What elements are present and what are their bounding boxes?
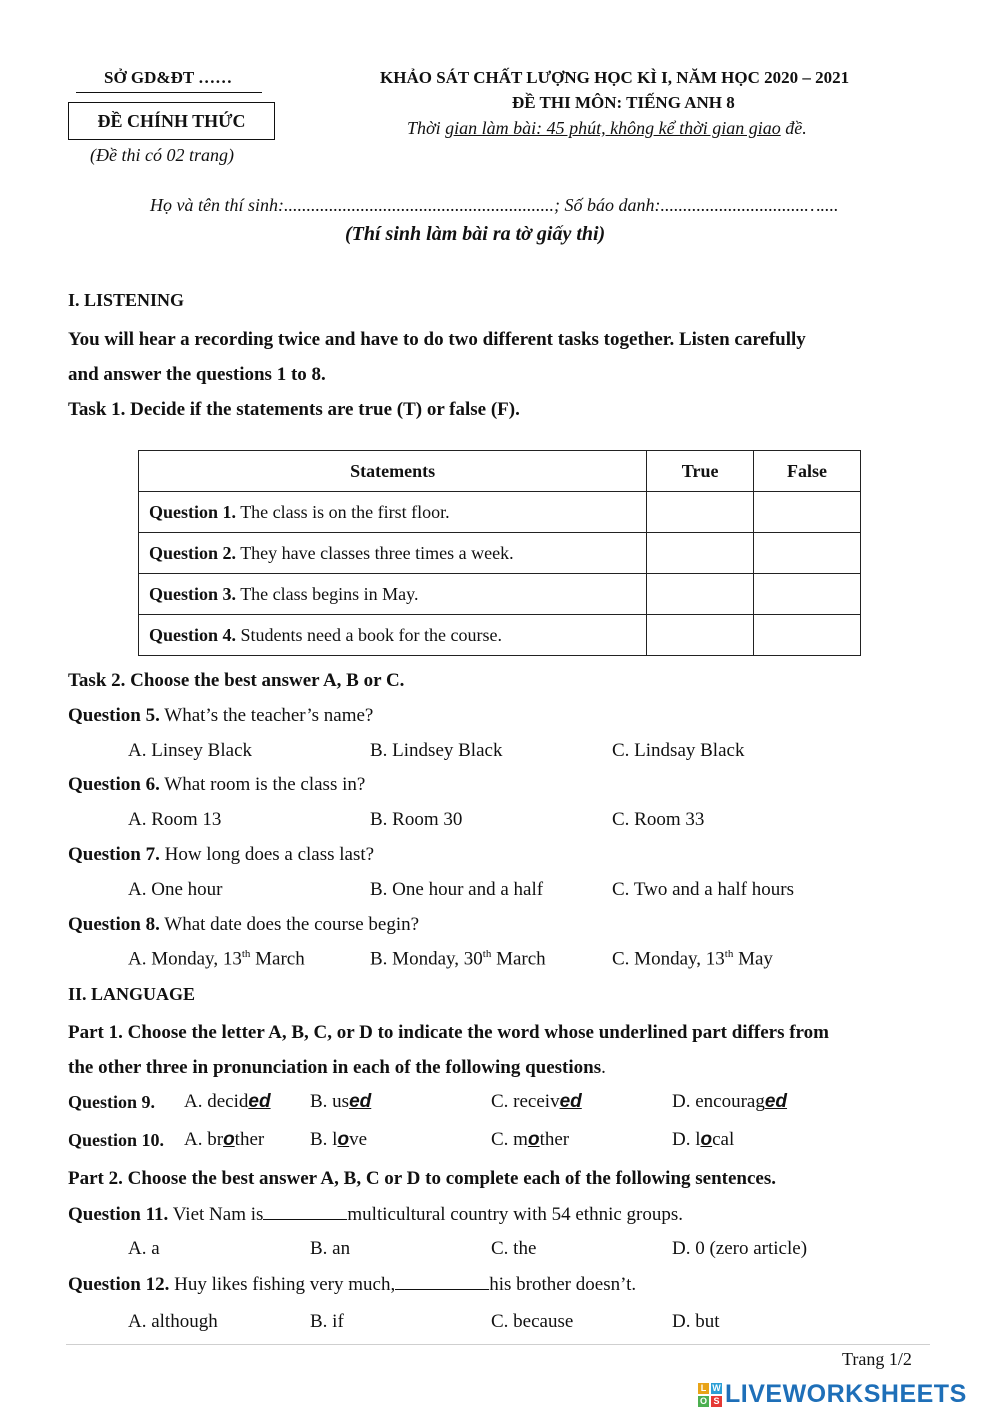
q12-option-b[interactable]: B. if [310, 1311, 344, 1332]
ordinal-suffix: th [482, 948, 492, 960]
question-text: What room is the class in? [159, 774, 366, 795]
q5-option-b[interactable]: B. Lindsey Black [370, 740, 503, 761]
question-text: multicultural country with 54 ethnic groups. [347, 1204, 684, 1225]
logo-mark-icon [698, 1383, 722, 1407]
q5-option-a[interactable]: A. Linsey Black [128, 740, 253, 761]
table-row [139, 615, 861, 656]
question-8 [68, 914, 419, 936]
language-section-title: II. LANGUAGE [68, 984, 196, 1004]
official-exam-box [68, 102, 275, 140]
question-label: Question 7. [68, 844, 160, 865]
option-text: March [250, 948, 305, 970]
q7-option-a[interactable]: A. One hour [128, 879, 223, 900]
q9-option-b[interactable] [310, 1091, 371, 1113]
statement-cell [139, 574, 647, 615]
q10-option-a[interactable] [184, 1129, 264, 1151]
true-answer-cell[interactable] [647, 574, 754, 615]
brand-name: LIVEWORKSHEETS [725, 1380, 967, 1408]
header-divider [76, 92, 262, 93]
part2-instruction: Part 2. Choose the best answer A, B, C or D to complete each of the following sentences. [68, 1168, 777, 1189]
question-label: Question 4. [149, 624, 237, 645]
underlined-part: o [223, 1129, 235, 1150]
question-10-label: Question 10. [68, 1130, 165, 1150]
q8-option-a[interactable] [128, 948, 305, 970]
statement-cell [139, 533, 647, 574]
statement-text: The class begins in May. [236, 583, 419, 604]
q6-option-c[interactable]: C. Room 33 [612, 809, 705, 830]
candidate-info-line: Họ và tên thí sinh:............................................................; Số báo danh:................................….... [150, 195, 839, 215]
answer-sheet-instruction: (Thí sinh làm bài ra tờ giấy thi) [345, 223, 606, 245]
q6-option-b[interactable]: B. Room 30 [370, 809, 463, 830]
question-text: What’s the teacher’s name? [159, 705, 374, 726]
q8-option-b[interactable] [370, 948, 546, 970]
statement-text: They have classes three times a week. [236, 542, 514, 563]
option-text: ther [539, 1129, 570, 1150]
false-answer-cell[interactable] [754, 492, 861, 533]
question-text: What date does the course begin? [159, 914, 420, 935]
q10-option-c[interactable] [491, 1129, 569, 1151]
underlined-part: ed [248, 1091, 271, 1112]
option-text: March [491, 948, 546, 970]
option-text: cal [712, 1129, 735, 1150]
q7-option-b[interactable]: B. One hour and a half [370, 879, 544, 900]
question-label: Question 11. [68, 1204, 169, 1225]
instruction-text: the other three in pronunciation in each of the following questions [68, 1057, 602, 1078]
instruction-period: . [601, 1057, 606, 1078]
q9-option-c[interactable] [491, 1091, 582, 1113]
question-label: Question 2. [149, 542, 237, 563]
q6-option-a[interactable]: A. Room 13 [128, 809, 222, 830]
false-answer-cell[interactable] [754, 574, 861, 615]
option-text: A. decid [184, 1091, 249, 1112]
q12-option-d[interactable]: D. but [672, 1311, 720, 1332]
underlined-part: ed [764, 1091, 788, 1112]
official-exam-label: ĐỀ CHÍNH THỨC [97, 110, 246, 131]
question-12 [68, 1273, 636, 1296]
question-6 [68, 774, 365, 796]
question-label: Question 12. [68, 1274, 170, 1295]
option-text: ther [234, 1129, 265, 1150]
false-header: False [754, 451, 861, 492]
statements-header: Statements [139, 451, 647, 492]
underlined-part: o [337, 1129, 350, 1150]
statement-cell [139, 492, 647, 533]
table-row [139, 574, 861, 615]
listening-intro-line1: You will hear a recording twice and have to do two different tasks together. Listen carefully [68, 329, 806, 350]
page-number: Trang 1/2 [842, 1349, 912, 1369]
true-answer-cell[interactable] [647, 533, 754, 574]
ordinal-suffix: th [241, 948, 251, 960]
table-row [139, 533, 861, 574]
option-text: B. Monday, 30 [370, 948, 483, 970]
q10-option-b[interactable] [310, 1129, 367, 1151]
question-5 [68, 705, 373, 727]
logo-letter: O [699, 1396, 707, 1406]
time-underlined: gian làm bài: 45 phút, không kể thời gian giao [445, 118, 781, 138]
q11-option-a[interactable]: A. a [128, 1238, 160, 1259]
question-11 [68, 1203, 683, 1226]
question-label: Question 3. [149, 583, 237, 604]
underlined-part: o [700, 1129, 713, 1150]
option-text: B. l [310, 1129, 338, 1150]
ordinal-suffix: th [724, 948, 734, 960]
true-answer-cell[interactable] [647, 615, 754, 656]
underlined-part: ed [349, 1091, 372, 1112]
question-text: his brother doesn’t. [489, 1274, 637, 1295]
true-header: True [647, 451, 754, 492]
question-7 [68, 844, 374, 866]
statement-cell [139, 615, 647, 656]
q11-option-d[interactable]: D. 0 (zero article) [672, 1238, 808, 1259]
time-suffix: đề. [780, 118, 807, 138]
question-label: Question 8. [68, 914, 160, 935]
pages-note: (Đề thi có 02 trang) [90, 145, 234, 165]
true-false-table [138, 450, 861, 656]
true-answer-cell[interactable] [647, 492, 754, 533]
q8-option-c[interactable] [612, 948, 773, 970]
question-text: Viet Nam is [168, 1204, 264, 1225]
listening-section-title: I. LISTENING [68, 290, 185, 310]
q7-option-c[interactable]: C. Two and a half hours [612, 879, 794, 900]
false-answer-cell[interactable] [754, 615, 861, 656]
q5-option-c[interactable]: C. Lindsay Black [612, 740, 745, 761]
liveworksheets-logo [698, 1380, 967, 1409]
option-text: D. l [672, 1129, 701, 1150]
department-label: SỞ GD&ĐT …… [104, 68, 233, 87]
question-label: Question 1. [149, 501, 237, 522]
q11-option-c[interactable]: C. the [491, 1238, 537, 1259]
task1-title: Task 1. Decide if the statements are true (T) or false (F). [68, 399, 520, 420]
option-text: B. us [310, 1091, 350, 1112]
logo-letter: W [712, 1383, 721, 1393]
option-text: C. Monday, 13 [612, 948, 725, 970]
option-text: C. m [491, 1129, 528, 1150]
logo-letter: S [711, 1396, 722, 1407]
time-allowed [407, 118, 807, 139]
q9-option-d[interactable] [672, 1091, 787, 1113]
option-text: May [733, 948, 773, 970]
answer-blank[interactable] [395, 1273, 489, 1290]
option-text: A. Monday, 13 [128, 948, 242, 970]
question-9-label: Question 9. [68, 1092, 156, 1112]
q11-option-b[interactable]: B. an [310, 1238, 351, 1259]
exam-title: KHẢO SÁT CHẤT LƯỢNG HỌC KÌ I, NĂM HỌC 2020 – 2021 [380, 68, 850, 87]
part1-instruction-line2 [68, 1057, 606, 1079]
q10-option-d[interactable] [672, 1129, 734, 1151]
question-text: Huy likes fishing very much, [169, 1274, 396, 1295]
table-header-row [139, 451, 861, 492]
listening-intro-line2: and answer the questions 1 to 8. [68, 364, 326, 385]
task2-title: Task 2. Choose the best answer A, B or C. [68, 670, 405, 691]
table-row [139, 492, 861, 533]
option-text: C. receiv [491, 1091, 560, 1112]
q12-option-c[interactable]: C. because [491, 1311, 574, 1332]
answer-blank[interactable] [263, 1203, 347, 1220]
question-label: Question 5. [68, 705, 160, 726]
footer-divider [66, 1344, 930, 1345]
q12-option-a[interactable]: A. although [128, 1311, 218, 1332]
part1-instruction-line1: Part 1. Choose the letter A, B, C, or D to indicate the word whose underlined part differs from [68, 1022, 829, 1043]
underlined-part: ed [559, 1091, 582, 1112]
option-text: ve [349, 1129, 367, 1150]
underlined-part: o [527, 1129, 540, 1150]
logo-letter: L [698, 1383, 709, 1394]
option-text: A. br [184, 1129, 224, 1150]
question-label: Question 6. [68, 774, 160, 795]
option-text: D. encourag [672, 1091, 765, 1112]
q9-option-a[interactable] [184, 1091, 271, 1113]
false-answer-cell[interactable] [754, 533, 861, 574]
time-prefix: Thời [407, 118, 446, 138]
statement-text: Students need a book for the course. [236, 624, 502, 645]
exam-subject: ĐỀ THI MÔN: TIẾNG ANH 8 [512, 93, 735, 112]
question-text: How long does a class last? [159, 844, 375, 865]
statement-text: The class is on the first floor. [236, 501, 450, 522]
